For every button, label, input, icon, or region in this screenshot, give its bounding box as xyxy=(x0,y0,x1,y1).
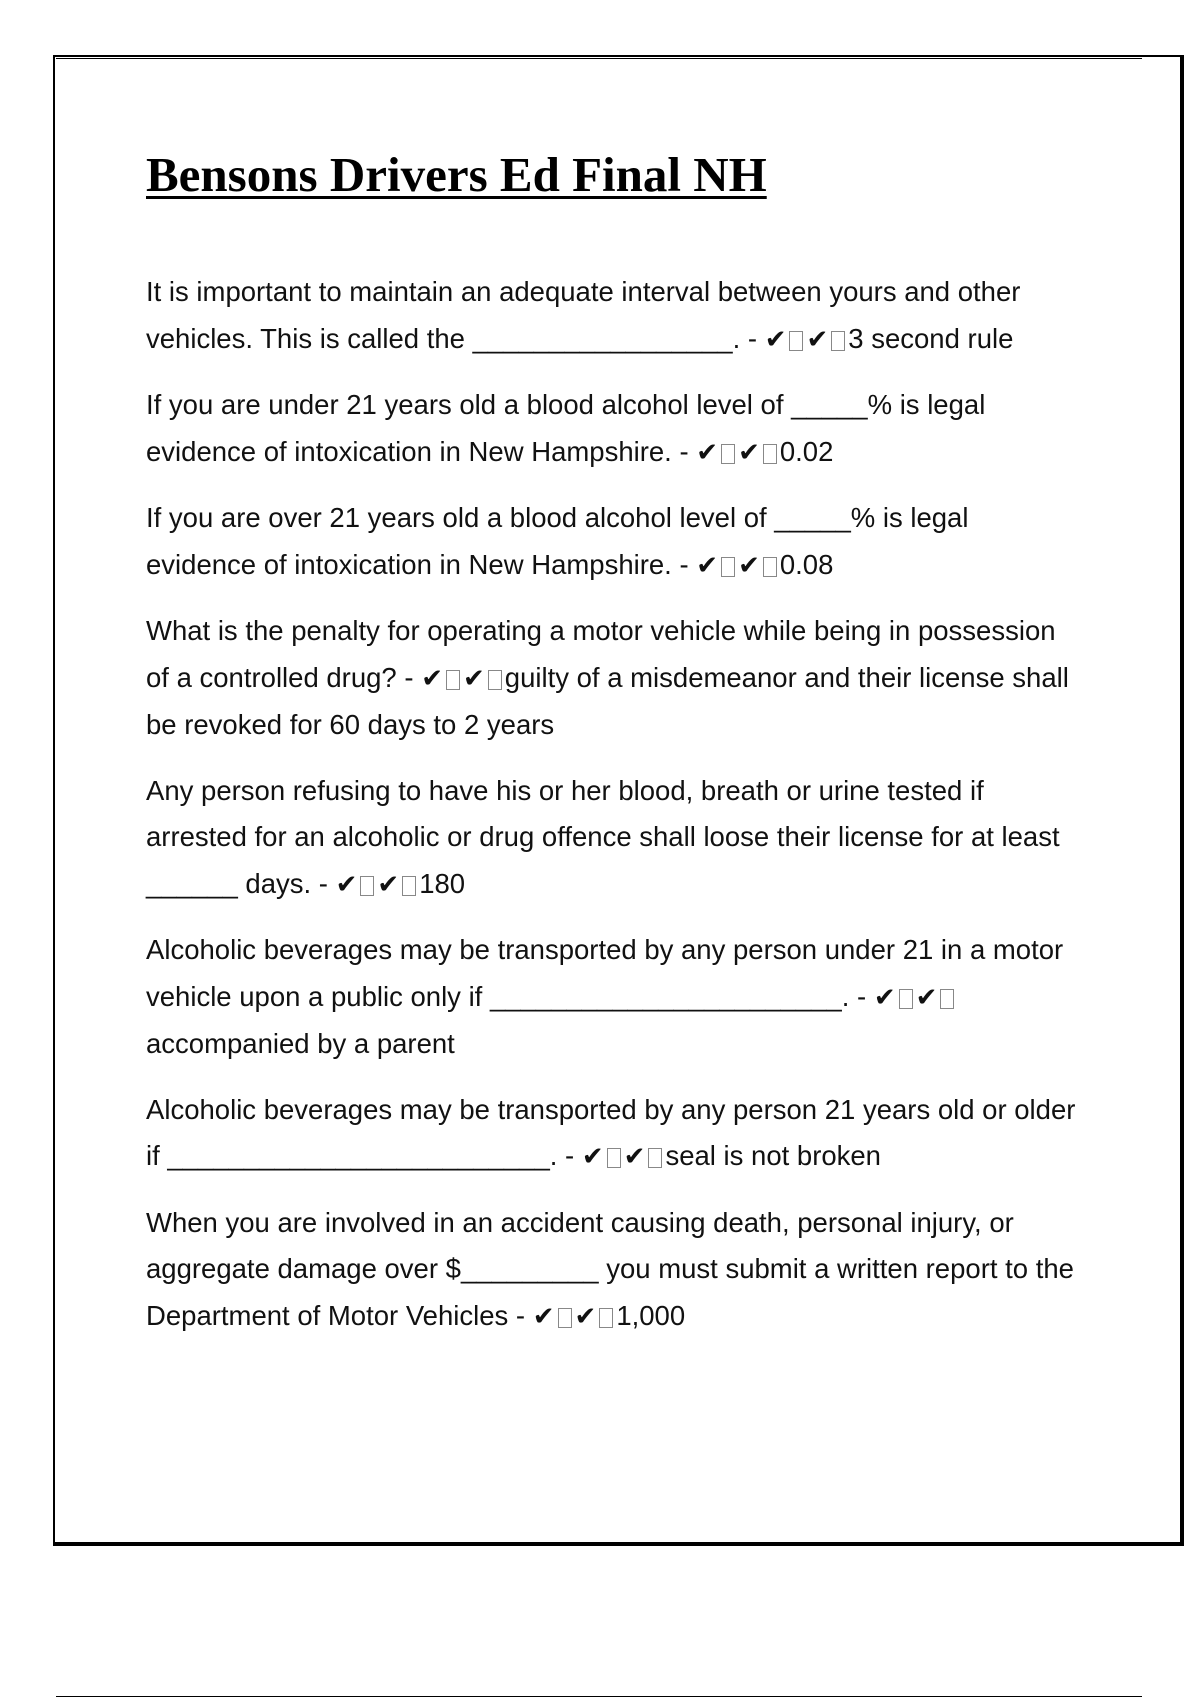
check-mark-icon: ✔ xyxy=(581,1142,604,1172)
missing-glyph-box-icon xyxy=(831,331,845,351)
missing-glyph-box-icon xyxy=(599,1308,613,1328)
answer-text: seal is not broken xyxy=(665,1140,881,1171)
question-text: If you are over 21 years old a blood alcohol level of _____% is legal evidence of intoxication in New Hampshire. xyxy=(146,502,969,580)
separator: - xyxy=(508,1299,533,1331)
check-mark-icon: ✔ xyxy=(764,324,787,355)
separator: - xyxy=(557,1140,582,1171)
check-mark-icon: ✔ xyxy=(421,663,443,694)
check-mark-icon: ✔ xyxy=(738,550,760,581)
footer-rule xyxy=(56,1696,1142,1697)
check-mark-icon: ✔ xyxy=(532,1301,555,1332)
check-mark-icon: ✔ xyxy=(873,982,896,1013)
missing-glyph-box-icon xyxy=(446,670,460,690)
missing-glyph-box-icon xyxy=(763,557,777,577)
document-title: Bensons Drivers Ed Final NH xyxy=(146,147,767,202)
check-mark-icon: ✔ xyxy=(377,869,400,900)
separator: - xyxy=(396,661,422,693)
check-mark-icon: ✔ xyxy=(574,1301,597,1332)
missing-glyph-box-icon xyxy=(721,557,735,577)
question-item xyxy=(146,382,1086,476)
question-item xyxy=(146,1087,1086,1181)
missing-glyph-box-icon xyxy=(488,670,502,690)
separator: - xyxy=(671,548,697,580)
separator: - xyxy=(740,322,765,354)
missing-glyph-box-icon xyxy=(899,989,913,1009)
question-text: It is important to maintain an adequate interval between yours and other vehicles. This is called the _________________. xyxy=(146,276,1021,354)
question-text: When you are involved in an accident causing death, personal injury, or aggregate damage over $_________ you must submit a written report to the Department of Motor Vehicles xyxy=(146,1206,1074,1331)
check-mark-icon: ✔ xyxy=(738,437,760,468)
missing-glyph-box-icon xyxy=(763,444,777,464)
answer-text: 3 second rule xyxy=(848,322,1014,354)
top-rule xyxy=(56,58,1142,59)
missing-glyph-box-icon xyxy=(360,876,374,896)
answer-text: 1,000 xyxy=(616,1299,686,1331)
answer-text: 180 xyxy=(419,867,466,899)
question-item xyxy=(146,768,1086,909)
check-mark-icon: ✔ xyxy=(806,324,829,355)
answer-text: accompanied by a parent xyxy=(146,1028,455,1059)
separator: - xyxy=(671,435,697,467)
question-text: What is the penalty for operating a motor vehicle while being in possession of a controlled drug? xyxy=(146,615,1056,693)
missing-glyph-box-icon xyxy=(558,1308,572,1328)
question-text: If you are under 21 years old a blood alcohol level of _____% is legal evidence of intoxication in New Hampshire. xyxy=(146,389,986,467)
question-item xyxy=(146,1200,1086,1341)
missing-glyph-box-icon xyxy=(721,444,735,464)
check-mark-icon: ✔ xyxy=(623,1142,646,1172)
answer-text: guilty of a misdemeanor and their license shall be revoked for 60 days to 2 years xyxy=(146,661,1069,740)
question-list xyxy=(146,269,1086,1359)
check-mark-icon: ✔ xyxy=(696,550,719,581)
check-mark-icon: ✔ xyxy=(915,982,938,1013)
missing-glyph-box-icon xyxy=(940,989,954,1009)
missing-glyph-box-icon xyxy=(648,1148,662,1168)
question-text: Alcoholic beverages may be transported by any person 21 years old or older if _________________________. xyxy=(146,1093,1076,1171)
question-text: Any person refusing to have his or her blood, breath or urine tested if arrested for an alcoholic or drug offence shall loose their license for at least ______ days. xyxy=(146,774,1060,899)
missing-glyph-box-icon xyxy=(607,1148,621,1168)
separator: - xyxy=(311,867,336,899)
check-mark-icon: ✔ xyxy=(462,663,485,694)
question-item xyxy=(146,608,1086,749)
check-mark-icon: ✔ xyxy=(696,437,719,468)
answer-text: 0.02 xyxy=(779,435,834,467)
question-item xyxy=(146,269,1086,363)
answer-text: 0.08 xyxy=(779,548,834,580)
check-mark-icon: ✔ xyxy=(335,869,358,900)
question-text: Alcoholic beverages may be transported by any person under 21 in a motor vehicle upon a public only if _______________________. xyxy=(146,934,1064,1012)
missing-glyph-box-icon xyxy=(789,331,803,351)
separator: - xyxy=(849,980,874,1012)
question-item xyxy=(146,927,1086,1068)
question-item xyxy=(146,495,1086,589)
missing-glyph-box-icon xyxy=(402,876,416,896)
